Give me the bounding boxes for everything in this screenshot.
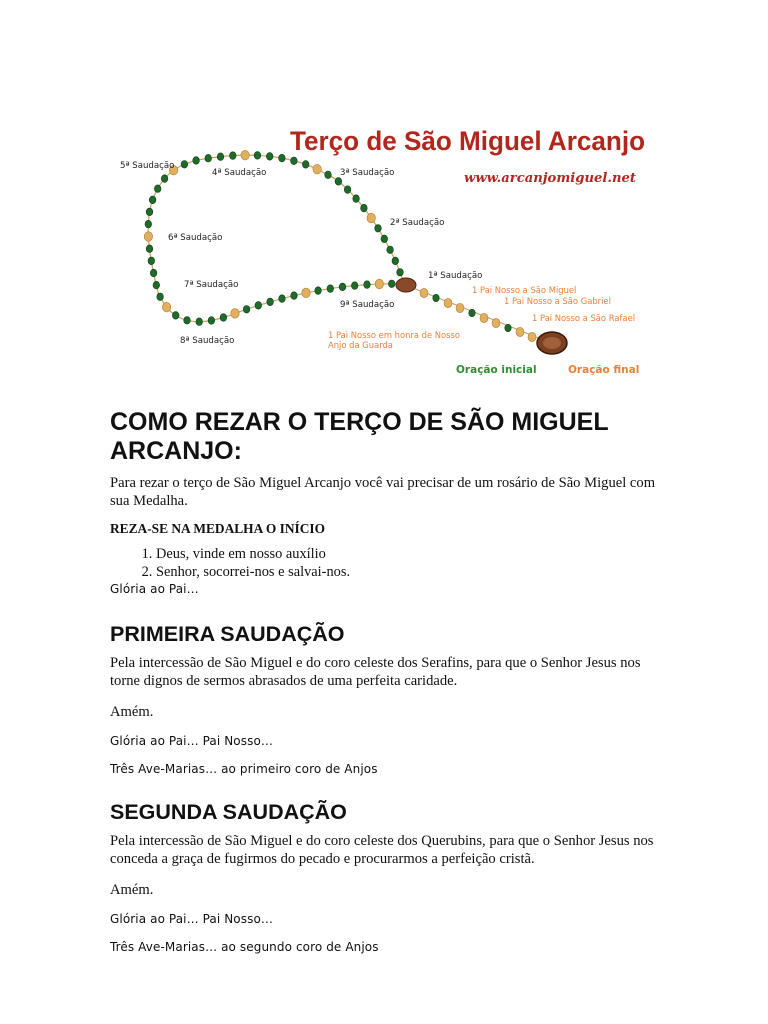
green-bead-icon bbox=[381, 235, 388, 243]
gold-bead-icon bbox=[241, 150, 249, 160]
green-bead-icon bbox=[153, 281, 160, 289]
label-7a-saudacao: 7ª Saudação bbox=[184, 280, 239, 290]
ave-primeira: Três Ave-Marias… ao primeiro coro de Anjos bbox=[110, 762, 378, 776]
gold-bead-icon bbox=[313, 164, 321, 174]
green-bead-icon bbox=[172, 312, 179, 320]
gold-bead-icon bbox=[144, 232, 152, 242]
gold-bead-icon bbox=[162, 302, 170, 312]
green-bead-icon bbox=[339, 283, 346, 291]
gloria-segunda: Glória ao Pai… Pai Nosso… bbox=[110, 912, 273, 926]
green-bead-icon bbox=[353, 195, 360, 203]
diagram-title: Terço de São Miguel Arcanjo bbox=[290, 126, 645, 156]
document-body bbox=[110, 408, 662, 955]
intro-paragraph: Para rezar o terço de São Miguel Arcanjo você vai precisar de um rosário de São Miguel com sua Medalha. bbox=[110, 475, 656, 509]
green-bead-icon bbox=[157, 293, 164, 301]
green-bead-icon bbox=[433, 294, 439, 301]
green-bead-icon bbox=[505, 324, 511, 331]
green-bead-icon bbox=[344, 186, 351, 194]
gold-bead-icon bbox=[375, 279, 383, 289]
green-bead-icon bbox=[392, 257, 399, 265]
green-bead-icon bbox=[327, 285, 334, 293]
label-1a-saudacao: 1ª Saudação bbox=[428, 271, 483, 281]
subheading-inicio: REZA-SE NA MEDALHA O INÍCIO bbox=[110, 521, 326, 536]
green-bead-icon bbox=[364, 281, 371, 289]
label-pn-gabriel: 1 Pai Nosso a São Gabriel bbox=[504, 296, 611, 306]
list-item: 2. Senhor, socorrei-nos e salvai-nos. bbox=[156, 563, 662, 581]
green-bead-icon bbox=[397, 269, 404, 277]
green-bead-icon bbox=[148, 257, 155, 265]
section-title-primeira: PRIMEIRA SAUDAÇÃO bbox=[110, 622, 345, 646]
label-pn-miguel: 1 Pai Nosso a São Miguel bbox=[472, 285, 577, 295]
green-bead-icon bbox=[266, 153, 273, 161]
green-bead-icon bbox=[255, 302, 262, 310]
gold-bead-icon bbox=[480, 313, 488, 322]
label-pn-anjo-2: Anjo da Guarda bbox=[328, 340, 393, 350]
green-bead-icon bbox=[388, 280, 395, 288]
label-oracao-final: Oração final bbox=[568, 364, 640, 376]
gold-bead-icon bbox=[444, 298, 452, 307]
gold-bead-icon bbox=[367, 213, 375, 223]
green-bead-icon bbox=[469, 309, 475, 316]
green-bead-icon bbox=[149, 196, 156, 204]
gold-bead-icon bbox=[492, 318, 500, 327]
gold-bead-icon bbox=[456, 303, 464, 312]
green-bead-icon bbox=[267, 298, 274, 306]
green-bead-icon bbox=[375, 225, 382, 233]
label-8a-saudacao: 8ª Saudação bbox=[180, 336, 235, 346]
gloria-primeira: Glória ao Pai… Pai Nosso… bbox=[110, 734, 273, 748]
green-bead-icon bbox=[181, 161, 188, 169]
center-medal-icon bbox=[396, 278, 416, 292]
green-bead-icon bbox=[302, 161, 309, 169]
label-3a-saudacao: 3ª Saudação bbox=[340, 168, 395, 178]
green-bead-icon bbox=[325, 171, 332, 179]
gold-bead-icon bbox=[420, 288, 428, 297]
rosary-diagram-svg bbox=[108, 102, 660, 380]
amen-primeira: Amém. bbox=[110, 704, 154, 720]
main-heading: COMO REZAR O TERÇO DE SÃO MIGUEL ARCANJO: bbox=[110, 408, 609, 465]
green-bead-icon bbox=[205, 154, 212, 162]
green-bead-icon bbox=[146, 245, 153, 253]
diagram-url: www.arcanjomiguel.net bbox=[464, 171, 636, 186]
section-text-segunda: Pela intercessão de São Miguel e do coro celeste dos Querubins, para que o Senhor Jesus nos conceda a graça de fugirmos do pecado e procurarmos a perfeição cristã. bbox=[110, 833, 654, 867]
ave-segunda: Três Ave-Marias… ao segundo coro de Anjos bbox=[110, 940, 379, 954]
green-bead-icon bbox=[335, 178, 342, 186]
gold-bead-icon bbox=[231, 309, 239, 319]
green-bead-icon bbox=[243, 306, 250, 314]
green-bead-icon bbox=[161, 175, 168, 183]
list-item: 1. Deus, vinde em nosso auxílio bbox=[156, 545, 662, 563]
green-bead-icon bbox=[217, 153, 224, 161]
green-bead-icon bbox=[208, 317, 215, 325]
green-bead-icon bbox=[279, 154, 286, 162]
label-4a-saudacao: 4ª Saudação bbox=[212, 168, 267, 178]
green-bead-icon bbox=[291, 292, 298, 300]
gold-bead-icon bbox=[516, 327, 524, 336]
green-bead-icon bbox=[315, 287, 322, 295]
opening-prayer-list bbox=[110, 545, 662, 581]
green-bead-icon bbox=[291, 157, 298, 165]
green-bead-icon bbox=[196, 318, 203, 326]
green-bead-icon bbox=[387, 246, 394, 254]
green-bead-icon bbox=[351, 282, 358, 290]
green-bead-icon bbox=[220, 314, 227, 322]
rosary-diagram bbox=[108, 102, 660, 380]
label-6a-saudacao: 6ª Saudação bbox=[168, 233, 223, 243]
green-bead-icon bbox=[154, 185, 161, 193]
green-bead-icon bbox=[279, 295, 286, 303]
green-bead-icon bbox=[150, 269, 157, 277]
label-2a-saudacao: 2ª Saudação bbox=[390, 218, 445, 228]
green-bead-icon bbox=[145, 220, 152, 228]
label-pn-anjo-1: 1 Pai Nosso em honra de Nosso bbox=[328, 330, 461, 340]
section-title-segunda: SEGUNDA SAUDAÇÃO bbox=[110, 800, 347, 824]
label-pn-rafael: 1 Pai Nosso a São Rafael bbox=[532, 313, 636, 323]
green-bead-icon bbox=[361, 204, 368, 212]
gold-bead-icon bbox=[528, 332, 536, 341]
label-5a-saudacao: 5ª Saudação bbox=[120, 161, 175, 171]
green-bead-icon bbox=[146, 208, 153, 216]
section-text-primeira: Pela intercessão de São Miguel e do coro celeste dos Serafins, para que o Senhor Jesus nos torne dignos de sermos abrasados de uma perfeita caridade. bbox=[110, 655, 641, 689]
label-9a-saudacao: 9ª Saudação bbox=[340, 300, 395, 310]
label-oracao-inicial: Oração inicial bbox=[456, 364, 537, 376]
gold-bead-icon bbox=[302, 288, 310, 298]
amen-segunda: Amém. bbox=[110, 882, 154, 898]
green-bead-icon bbox=[230, 152, 237, 160]
green-bead-icon bbox=[184, 317, 191, 325]
medal-inner-icon bbox=[543, 337, 561, 349]
gloria-line: Glória ao Pai… bbox=[110, 582, 199, 596]
green-bead-icon bbox=[193, 157, 200, 165]
green-bead-icon bbox=[254, 152, 261, 160]
